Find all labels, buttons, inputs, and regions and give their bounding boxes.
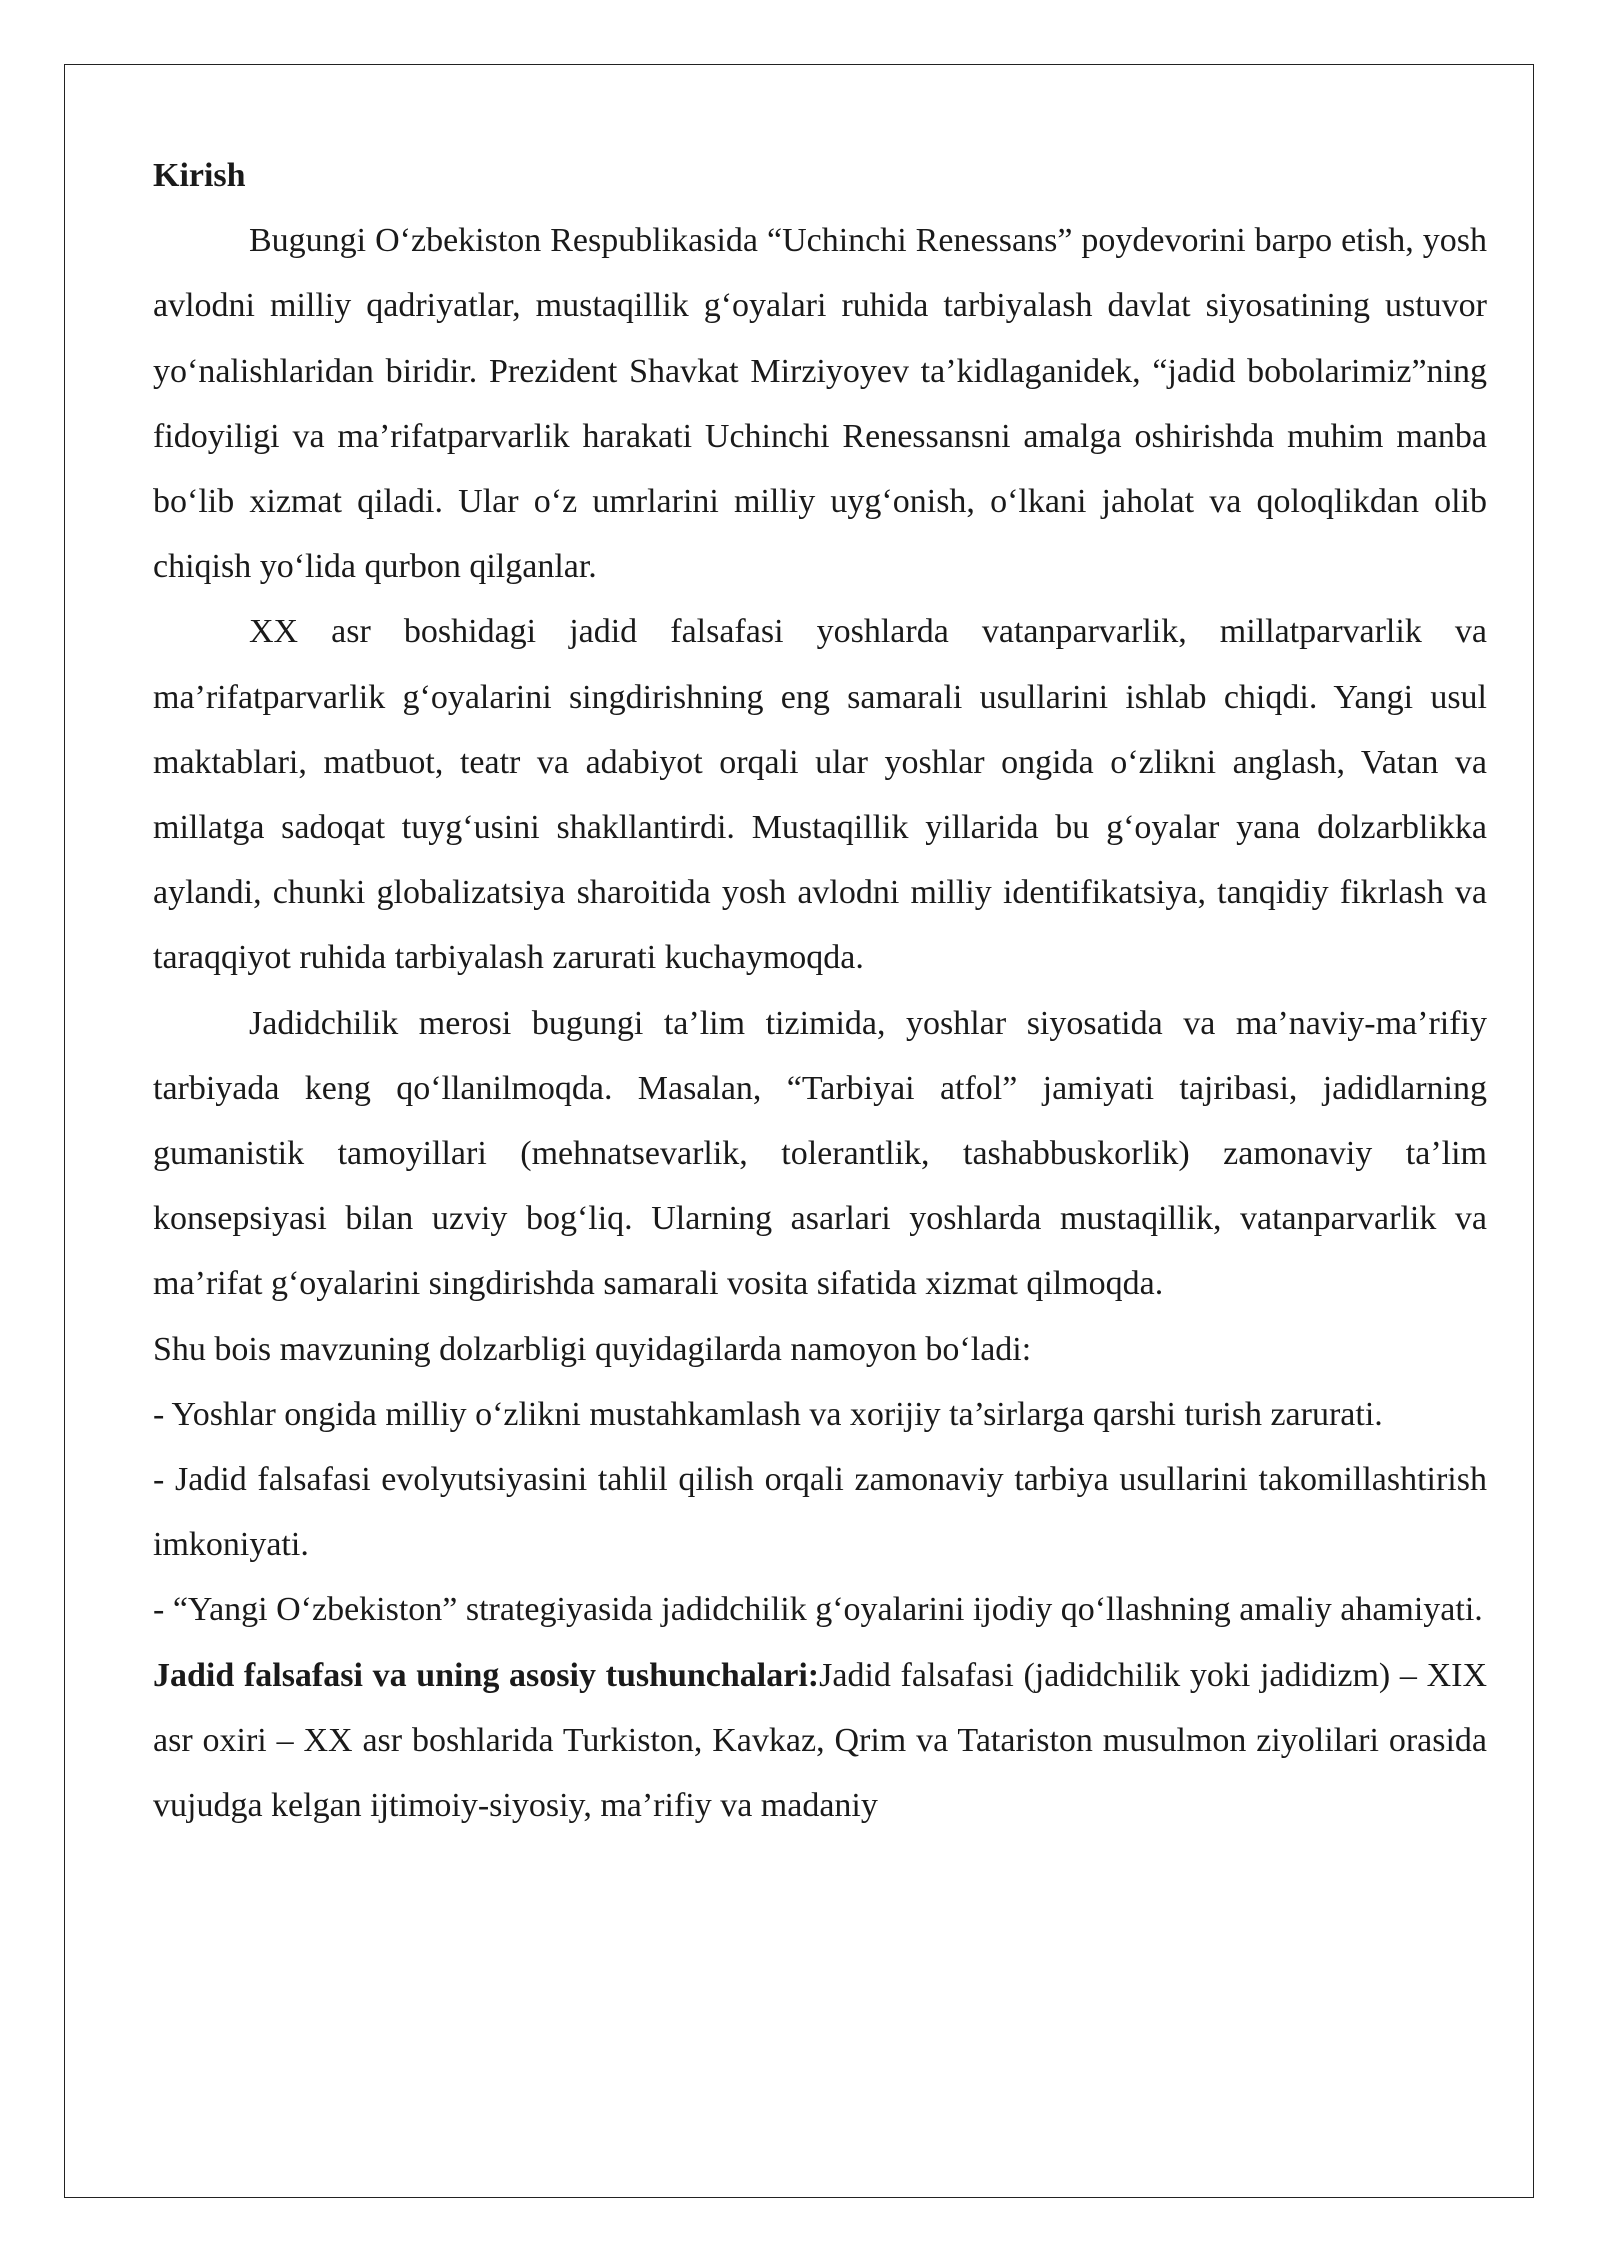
section-paragraph: [153, 1643, 1487, 1839]
document-body: [153, 143, 1487, 1838]
section-text: Jadid falsafasi (jadidchilik yoki jadidizm) – XIX asr oxiri – XX asr boshlarida Turkiston, Kavkaz, Qrim va Tatariston musulmon ziyolilari orasida vujudga kelgan ijtimoiy-siyosiy, ma’rifiy va madaniy: [153, 1656, 1487, 1825]
body-paragraph: XX asr boshidagi jadid falsafasi yoshlarda vatanparvarlik, millatparvarlik va ma’rifatparvarlik g‘oyalarini singdirishning eng samarali usullarini ishlab chiqdi. Yangi usul maktablari, matbuot, teatr va adabiyot orqali ular yoshlar ongida o‘zlikni anglash, Vatan va millatga sadoqat tuyg‘usini shakllantirdi. Mustaqillik yillarida bu g‘oyalar yana dolzarblikka aylandi, chunki globalizatsiya sharoitida yosh avlodni milliy identifikatsiya, tanqidiy fikrlash va taraqqiyot ruhida tarbiyalash zarurati kuchaymoqda.: [153, 613, 1487, 977]
body-paragraph: Jadidchilik merosi bugungi ta’lim tizimida, yoshlar siyosatida va ma’naviy-ma’rifiy tarbiyada keng qo‘llanilmoqda. Masalan, “Tarbiyai atfol” jamiyati tajribasi, jadidlarning gumanistik tamoyillari (mehnatsevarlik, tolerantlik, tashabbuskorlik) zamonaviy ta’lim konsepsiyasi bilan uzviy bog‘liq. Ularning asarlari yoshlarda mustaqillik, vatanparvarlik va ma’rifat g‘oyalarini singdirishda samarali vosita sifatida xizmat qilmoqda.: [153, 1004, 1487, 1303]
list-item: - “Yangi O‘zbekiston” strategiyasida jadidchilik g‘oyalarini ijodiy qo‘llashning amaliy ahamiyati.: [153, 1591, 1483, 1629]
section-title: Jadid falsafasi va uning asosiy tushunchalari:: [153, 1656, 820, 1694]
section-heading-kirish: Kirish: [153, 157, 246, 194]
list-item: - Jadid falsafasi evolyutsiyasini tahlil qilish orqali zamonaviy tarbiya usullarini takomillashtirish imkoniyati.: [153, 1461, 1487, 1564]
relevance-intro: Shu bois mavzuning dolzarbligi quyidagilarda namoyon bo‘ladi:: [153, 1330, 1032, 1368]
list-item: - Yoshlar ongida milliy o‘zlikni mustahkamlash va xorijiy ta’sirlarga qarshi turish zarurati.: [153, 1395, 1383, 1433]
body-paragraph: Bugungi O‘zbekiston Respublikasida “Uchinchi Renessans” poydevorini barpo etish, yosh avlodni milliy qadriyatlar, mustaqillik g‘oyalari ruhida tarbiyalash davlat siyosatining ustuvor yo‘nalishlaridan biridir. Prezident Shavkat Mirziyoyev ta’kidlaganidek, “jadid bobolarimiz”ning fidoyiligi va ma’rifatparvarlik harakati Uchinchi Renessansni amalga oshirishda muhim manba bo‘lib xizmat qiladi. Ular o‘z umrlarini milliy uyg‘onish, o‘lkani jaholat va qoloqlikdan olib chiqish yo‘lida qurbon qilganlar.: [153, 222, 1487, 586]
